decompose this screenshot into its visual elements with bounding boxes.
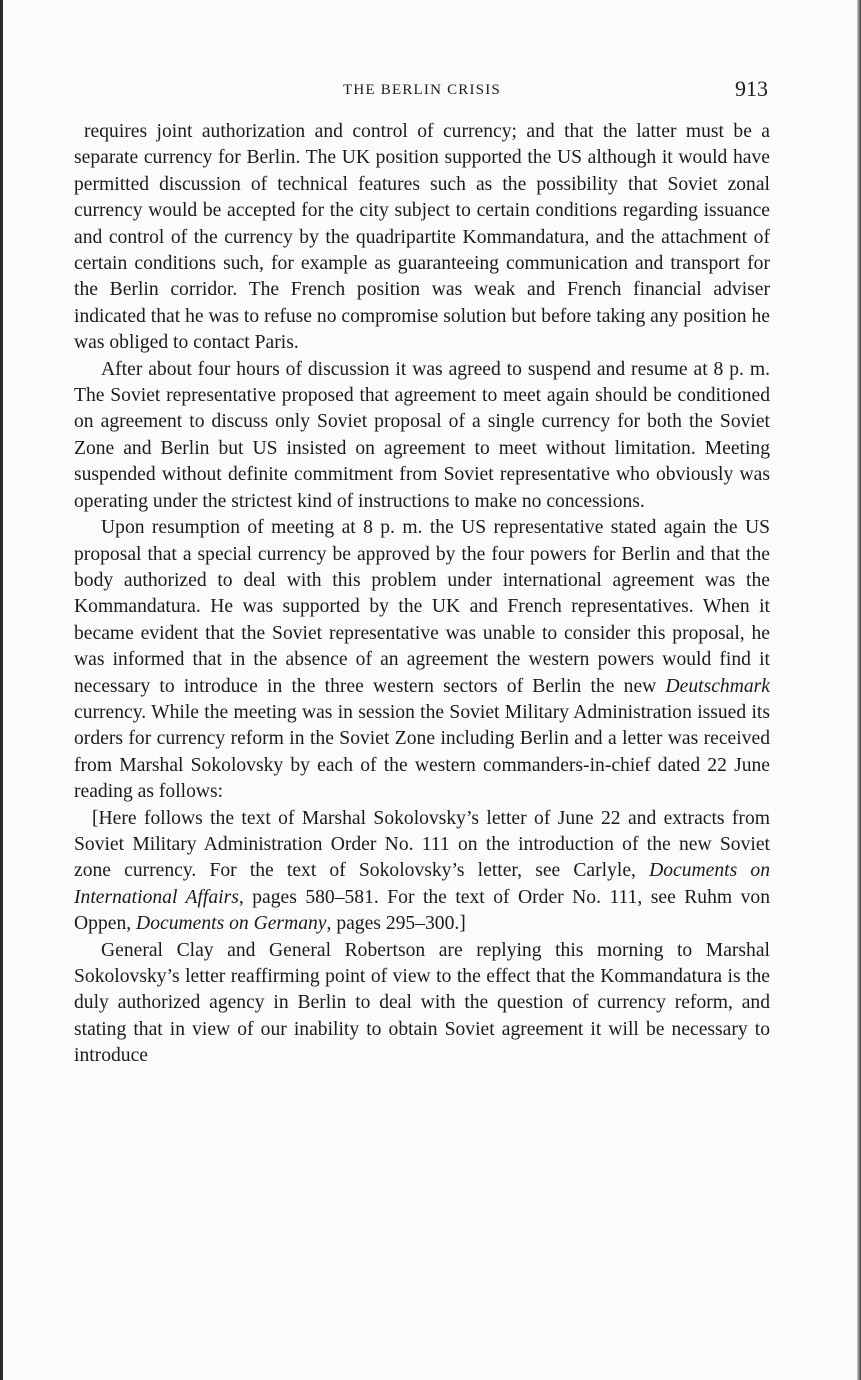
deutschmark-term: Deutschmark (665, 675, 770, 697)
paragraph-resumption-text-2: currency. While the meeting was in session the Soviet Military Administration issued its orders for currency reform in the Soviet Zone including Berlin and a letter was received from Marshal Sokolovsky by each of the western commanders-in-chief dated 22 June reading as follows: (74, 701, 770, 803)
paragraph-resumption-text-1: Upon resumption of meeting at 8 p. m. the US representative stated again the US proposal that a special currency be approved by the four powers for Berlin and that the body authorized to deal with this problem under international agreement was the Kommandatura. He was supported by the UK and French representatives. When it became evident that the Soviet representative was unable to consider this proposal, he was informed that in the absence of an agreement the western powers would find it necessary to introduce in the three western sectors of Berlin the new (74, 517, 770, 697)
editorial-note-text-1: [Here follows the text of Marshal Sokolovsky’s letter of June 22 and extracts from Soviet Military Administration Order No. 111 on the introduction of the new Soviet zone currency. For the text of Sokolovsky’s letter, see Carlyle, (74, 807, 770, 882)
body-text (74, 119, 770, 1070)
page-header (74, 76, 770, 106)
page-number: 913 (735, 76, 768, 101)
editorial-note-text-2: , pages 580–581. For the text of Order No. 111, see Ruhm von Oppen, (74, 886, 770, 935)
citation-documents-international-affairs: Documents on International Affairs (74, 860, 770, 908)
paragraph-continued: requires joint authorization and control of currency; and that the latter must be a separate currency for Berlin. The UK position supported the US although it would have permitted discussion of technical features such as the possibility that Soviet zonal currency would be accepted for the city subject to certain conditions regarding issuance and control of the currency by the quadripartite Kommandatura, and the attachment of certain conditions such, for example as guaranteeing communication and transport for the Berlin corridor. The French position was weak and French financial adviser indicated that he was to refuse no compromise solution but before taking any position he was obliged to contact Paris. (74, 121, 770, 354)
running-head: THE BERLIN CRISIS (343, 82, 501, 98)
paragraph-reply: General Clay and General Robertson are replying this morning to Marshal Sokolovsky’s letter reaffirming point of view to the effect that the Kommandatura is the duly authorized agency in Berlin to deal with the question of currency reform, and stating that in view of our inability to obtain Soviet agreement it will be necessary to introduce (74, 939, 770, 1067)
editorial-note (74, 806, 770, 938)
page-right-edge (857, 0, 861, 1380)
editorial-note-text-3: , pages 295–300.] (326, 913, 466, 935)
paragraph-resumption (74, 515, 770, 805)
citation-documents-germany: Documents on Germany (136, 913, 327, 935)
page-left-edge (0, 0, 3, 1380)
paragraph-suspension: After about four hours of discussion it was agreed to suspend and resume at 8 p. m. The Soviet representative proposed that agreement to meet again should be conditioned on agreement to discuss only Soviet proposal of a single currency for both the Soviet Zone and Berlin but US insisted on agreement to meet without limitation. Meeting suspended without definite commitment from Soviet representative who obviously was operating under the strictest kind of instructions to make no concessions. (74, 358, 770, 512)
